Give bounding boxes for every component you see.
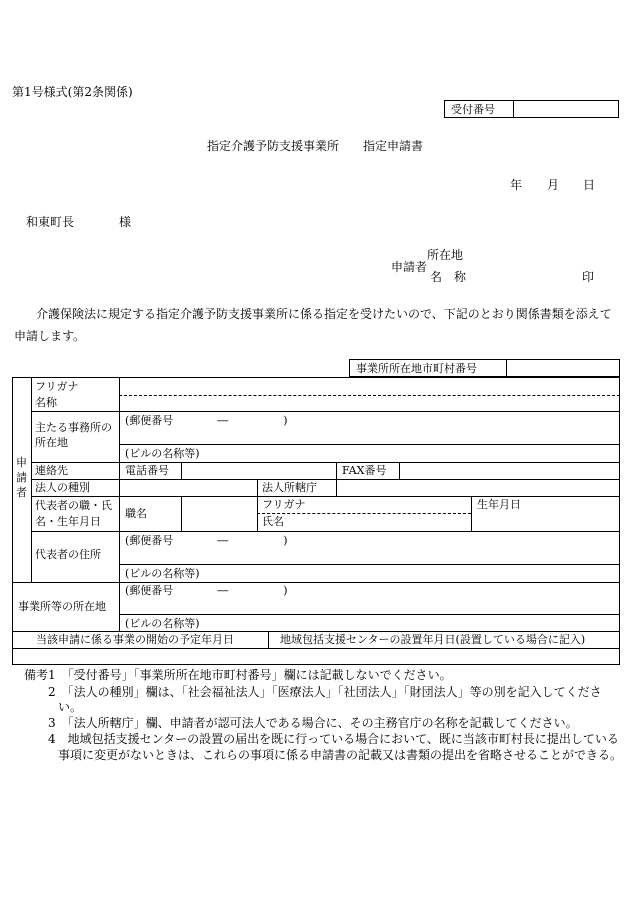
rep-furigana-label: フリガナ [262, 498, 306, 511]
applicant-vertical-label: 申 請 者 [16, 456, 27, 499]
reception-number-box [444, 100, 619, 118]
seal-mark: 印 [582, 270, 595, 284]
start-date-label: 当該申請に係る事業の開始の予定年月日 [36, 633, 234, 646]
document-title: 指定介護予防支援事業所 指定申請書 [207, 139, 424, 153]
main-office-postal[interactable]: (郵便番号 ― ) [125, 414, 288, 427]
municipality-code-label: 事業所所在地市町村番号 [356, 362, 477, 375]
date-day: 日 [583, 178, 596, 192]
note-2: 2 「法人の種別」欄は、「社会福祉法人」「医療法人」「社団法人」「財団法人」等の別を記入してくださ [48, 685, 602, 699]
position-label: 職名 [125, 507, 147, 520]
rep-name-label: 氏名 [262, 515, 284, 528]
corp-authority-label: 法人所轄庁 [262, 481, 317, 494]
applicant-name-label: 名 称 [430, 270, 467, 284]
birthdate-label: 生年月日 [477, 498, 521, 511]
addressee-name: 和東町長 [26, 215, 75, 229]
note-4: 4 地域包括支援センターの設置の届出を既に行っている場合において、既に当該市町村長に提出している [48, 732, 619, 746]
rep-address-postal[interactable]: (郵便番号 ― ) [125, 534, 288, 547]
representative-label-1: 代表者の職・氏 [35, 499, 112, 512]
reception-number-label: 受付番号 [451, 103, 495, 116]
date-month: 月 [547, 178, 560, 192]
addressee-honorific: 様 [119, 215, 132, 229]
office-building[interactable]: (ビルの名称等) [125, 617, 200, 630]
applicant-address-label: 所在地 [427, 248, 464, 262]
intro-paragraph: 介護保険法に規定する指定介護予防支援事業所に係る指定を受けたいので、下記のとおり関係書類を添えて申請します。 [14, 307, 612, 343]
representative-label-2: 名・生年月日 [35, 515, 101, 528]
main-office-label-2: 所在地 [35, 436, 68, 449]
office-location-label: 事業所等の所在地 [18, 600, 106, 613]
phone-label: 電話番号 [125, 464, 169, 477]
center-date-label: 地域包括支援センターの設置年月日(設置している場合に記入) [280, 633, 586, 646]
note-3: 3 「法人所轄庁」欄、申請者が認可法人である場合に、その主務官庁の名称を記載してください。 [48, 716, 578, 730]
fax-label: FAX番号 [342, 464, 387, 477]
name-label: 名称 [35, 396, 57, 409]
applicant-label: 申請者 [391, 260, 428, 274]
corp-type-label: 法人の種別 [35, 481, 90, 494]
note-2-continued: い。 [58, 700, 83, 714]
rep-address-building[interactable]: (ビルの名称等) [125, 567, 200, 580]
note-4-continued: 事項に変更がないときは、これらの事項に係る申請書の記載又は書類の提出を省略させることができる。 [58, 748, 623, 762]
contact-label: 連絡先 [35, 464, 68, 477]
form-number: 第1号様式(第2条関係) [12, 85, 133, 99]
office-postal[interactable]: (郵便番号 ― ) [125, 584, 288, 597]
rep-address-label: 代表者の住所 [35, 548, 101, 561]
date-year: 年 [510, 178, 523, 192]
municipality-code-box [349, 359, 620, 377]
furigana-label: フリガナ [35, 380, 79, 393]
main-office-building[interactable]: (ビルの名称等) [125, 447, 200, 460]
note-1: 備考1 「受付番号」「事業所所在地市町村番号」欄には記載しないでください。 [24, 668, 452, 682]
main-office-label-1: 主たる事務所の [35, 421, 112, 434]
